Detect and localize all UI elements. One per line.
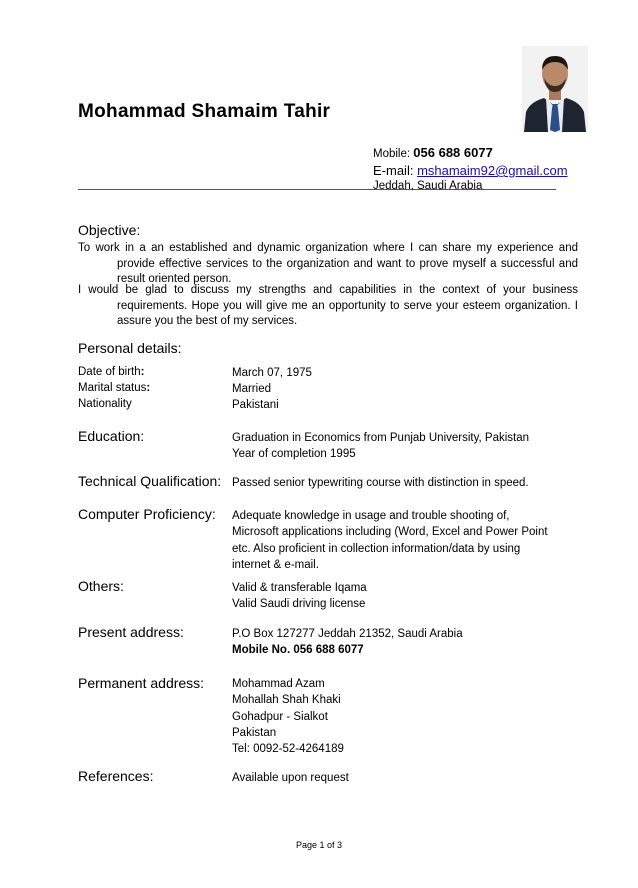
permanent-line: Mohammad Azam	[232, 678, 325, 690]
others-line: Valid & transferable Iqama	[232, 582, 367, 594]
computer-line: Adequate knowledge in usage and trouble shooting of,	[232, 510, 510, 522]
nationality-value: Pakistani	[232, 399, 279, 411]
personal-details-heading: Personal details:	[78, 340, 182, 356]
technical-value: Passed senior typewriting course with distinction in speed.	[232, 477, 529, 489]
references-value: Available upon request	[232, 772, 349, 784]
location: Jeddah, Saudi Arabia	[373, 180, 483, 192]
others-label: Others:	[78, 578, 124, 594]
permanent-line: Mohallah Shah Khaki	[232, 694, 341, 707]
marital-label: Marital status:	[78, 382, 151, 394]
technical-label: Technical Qualification:	[78, 473, 222, 489]
page-number: Page 1 of 3	[295, 840, 343, 850]
present-address-line1: P.O Box 127277 Jeddah 21352, Saudi Arabia	[232, 628, 463, 640]
present-mobile: Mobile No. 056 688 6077	[232, 644, 364, 656]
profile-photo	[522, 46, 588, 132]
dob-value: March 07, 1975	[232, 367, 312, 379]
email-line: E-mail: mshamaim92@gmail.com	[373, 163, 568, 178]
objective-heading: Objective:	[78, 222, 141, 238]
dob-label: Date of birth:	[78, 366, 145, 378]
education-line: Graduation in Economics from Punjab University, Pakistan	[232, 432, 530, 444]
computer-line: etc. Also proficient in collection information/data by using	[232, 542, 521, 555]
permanent-address-value	[232, 676, 344, 757]
education-line: Year of completion 1995	[232, 448, 356, 461]
permanent-line: Pakistan	[232, 726, 277, 739]
computer-label: Computer Proficiency:	[78, 506, 216, 522]
objective-paragraph-2: I would be glad to discuss my strengths and capabilities in the context of your business requirements. Hope you will give me an opportunity to serve your esteem organization. I assure you the best of my services.	[78, 284, 578, 327]
permanent-line: Gohadpur - Sialkot	[232, 710, 328, 723]
mobile-number: 056 688 6077	[413, 145, 493, 160]
references-label: References:	[78, 768, 154, 784]
candidate-name: Mohammad Shamaim Tahir	[78, 101, 331, 122]
mobile-line: Mobile: 056 688 6077	[373, 145, 493, 160]
education-label: Education:	[78, 428, 145, 444]
present-address-label: Present address:	[78, 624, 184, 640]
education-value	[232, 430, 529, 463]
marital-value: Married	[232, 383, 271, 395]
email-link[interactable]: mshamaim92@gmail.com	[417, 163, 568, 178]
computer-line: internet & e-mail.	[232, 558, 319, 571]
header-divider	[78, 189, 556, 190]
others-line: Valid Saudi driving license	[232, 598, 366, 611]
permanent-line: Tel: 0092-52-4264189	[232, 743, 344, 756]
others-value	[232, 580, 367, 613]
permanent-address-label: Permanent address:	[78, 675, 205, 691]
nationality-label: Nationality	[78, 398, 132, 410]
computer-line: Microsoft applications including (Word, Excel and Power Point	[232, 526, 548, 539]
objective-paragraph-1: To work in a an established and dynamic organization where I can share my experience and provide effective services to the organization and want to prove myself a successful and result oriented person.	[78, 242, 578, 285]
computer-value	[232, 508, 548, 573]
